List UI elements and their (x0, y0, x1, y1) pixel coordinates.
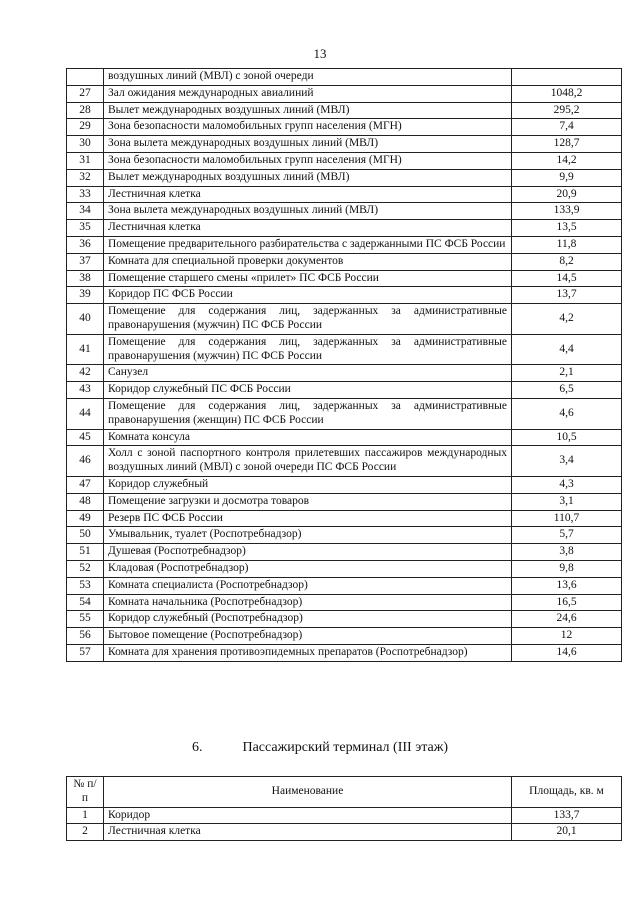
cell-num: 31 (67, 152, 104, 169)
cell-num: 1 (67, 807, 104, 824)
cell-num: 46 (67, 446, 104, 477)
cell-num: 39 (67, 287, 104, 304)
table-row (67, 236, 622, 253)
cell-name: Комната для специальной проверки документов (104, 253, 512, 270)
table-row (67, 824, 622, 841)
section-number: 6. (191, 740, 203, 755)
cell-name: Зона вылета международных воздушных линий (МВЛ) (104, 136, 512, 153)
cell-area: 24,6 (512, 611, 622, 628)
cell-area: 20,1 (512, 824, 622, 841)
cell-num: 41 (67, 334, 104, 365)
cell-name: Коридор (104, 807, 512, 824)
table-row (67, 560, 622, 577)
cell-area: 133,9 (512, 203, 622, 220)
cell-num: 42 (67, 365, 104, 382)
table-row (67, 446, 622, 477)
cell-name: Зона вылета международных воздушных линий (МВЛ) (104, 203, 512, 220)
cell-name: Помещение старшего смены «прилет» ПС ФСБ России (104, 270, 512, 287)
cell-name: Умывальник, туалет (Роспотребнадзор) (104, 527, 512, 544)
cell-name: Помещение для содержания лиц, задержанных за административные правонарушения (женщин) ПС ФСБ России (104, 398, 512, 429)
cell-name: Помещение предварительного разбирательства с задержанными ПС ФСБ России (104, 236, 512, 253)
table-row (67, 365, 622, 382)
cell-area: 14,2 (512, 152, 622, 169)
table-row (67, 152, 622, 169)
table-row (67, 304, 622, 335)
cell-name: Лестничная клетка (104, 220, 512, 237)
cell-num (67, 69, 104, 86)
table-row (67, 270, 622, 287)
cell-num: 47 (67, 476, 104, 493)
table-row (67, 169, 622, 186)
table-row (67, 287, 622, 304)
cell-area: 14,5 (512, 270, 622, 287)
cell-name: Вылет международных воздушных линий (МВЛ) (104, 169, 512, 186)
cell-name: Лестничная клетка (104, 186, 512, 203)
terminal-floor3-table (66, 776, 622, 841)
cell-name: Холл с зоной паспортного контроля прилетевших пассажиров международных воздушных линий (МВЛ) с зоной очереди ПС ФСБ России (104, 446, 512, 477)
table-row (67, 334, 622, 365)
table-row (67, 102, 622, 119)
cell-name: Комната специалиста (Роспотребнадзор) (104, 577, 512, 594)
table-row (67, 476, 622, 493)
rooms-table-body (67, 69, 622, 662)
cell-name: Помещение загрузки и досмотра товаров (104, 493, 512, 510)
table-row (67, 69, 622, 86)
cell-area: 4,2 (512, 304, 622, 335)
cell-num: 27 (67, 85, 104, 102)
section-title: Пассажирский терминал (III этаж) (242, 740, 449, 755)
table-row (67, 544, 622, 561)
table-row (67, 85, 622, 102)
cell-area: 5,7 (512, 527, 622, 544)
terminal-floor3-table-body (67, 807, 622, 841)
table-row (67, 594, 622, 611)
header-area: Площадь, кв. м (512, 777, 622, 808)
cell-name: Помещение для содержания лиц, задержанных за административные правонарушения (мужчин) ПС ФСБ России (104, 334, 512, 365)
cell-name: Вылет международных воздушных линий (МВЛ) (104, 102, 512, 119)
rooms-table-continued (66, 68, 622, 662)
cell-num: 37 (67, 253, 104, 270)
cell-area: 13,6 (512, 577, 622, 594)
cell-area: 110,7 (512, 510, 622, 527)
header-name: Наименование (104, 777, 512, 808)
cell-area: 6,5 (512, 382, 622, 399)
cell-name: Резерв ПС ФСБ России (104, 510, 512, 527)
table-row (67, 527, 622, 544)
cell-area: 10,5 (512, 429, 622, 446)
cell-num: 53 (67, 577, 104, 594)
cell-num: 57 (67, 644, 104, 661)
cell-name: Комната для хранения противоэпидемных препаратов (Роспотребнадзор) (104, 644, 512, 661)
cell-num: 38 (67, 270, 104, 287)
cell-num: 35 (67, 220, 104, 237)
cell-area: 2,1 (512, 365, 622, 382)
cell-area (512, 69, 622, 86)
cell-name: Зал ожидания международных авиалиний (104, 85, 512, 102)
cell-area: 133,7 (512, 807, 622, 824)
cell-area: 3,4 (512, 446, 622, 477)
table-row (67, 186, 622, 203)
cell-num: 55 (67, 611, 104, 628)
cell-name: Коридор служебный ПС ФСБ России (104, 382, 512, 399)
table-row (67, 493, 622, 510)
cell-area: 4,6 (512, 398, 622, 429)
cell-area: 295,2 (512, 102, 622, 119)
cell-area: 9,8 (512, 560, 622, 577)
cell-area: 4,3 (512, 476, 622, 493)
table-row (67, 136, 622, 153)
table-row (67, 382, 622, 399)
cell-num: 51 (67, 544, 104, 561)
cell-area: 1048,2 (512, 85, 622, 102)
table-row (67, 119, 622, 136)
cell-area: 3,1 (512, 493, 622, 510)
cell-name: Комната начальника (Роспотребнадзор) (104, 594, 512, 611)
cell-area: 8,2 (512, 253, 622, 270)
cell-num: 49 (67, 510, 104, 527)
cell-num: 29 (67, 119, 104, 136)
cell-num: 34 (67, 203, 104, 220)
cell-name: Комната консула (104, 429, 512, 446)
cell-area: 7,4 (512, 119, 622, 136)
cell-num: 56 (67, 628, 104, 645)
table-row (67, 253, 622, 270)
cell-name: Коридор служебный (Роспотребнадзор) (104, 611, 512, 628)
cell-name: Зона безопасности маломобильных групп населения (МГН) (104, 119, 512, 136)
cell-area: 4,4 (512, 334, 622, 365)
cell-name: Кладовая (Роспотребнадзор) (104, 560, 512, 577)
cell-name: Душевая (Роспотребнадзор) (104, 544, 512, 561)
cell-num: 36 (67, 236, 104, 253)
cell-num: 43 (67, 382, 104, 399)
table-row (67, 577, 622, 594)
cell-num: 45 (67, 429, 104, 446)
cell-name: Лестничная клетка (104, 824, 512, 841)
table-row (67, 611, 622, 628)
table-row (67, 398, 622, 429)
cell-num: 54 (67, 594, 104, 611)
cell-name: Санузел (104, 365, 512, 382)
table-row (67, 220, 622, 237)
table-header-row (67, 777, 622, 808)
cell-num: 30 (67, 136, 104, 153)
cell-area: 128,7 (512, 136, 622, 153)
cell-num: 28 (67, 102, 104, 119)
table-row (67, 644, 622, 661)
cell-num: 48 (67, 493, 104, 510)
cell-area: 16,5 (512, 594, 622, 611)
section-heading (0, 740, 640, 756)
cell-num: 32 (67, 169, 104, 186)
cell-name: Помещение для содержания лиц, задержанных за административные правонарушения (мужчин) ПС ФСБ России (104, 304, 512, 335)
cell-num: 2 (67, 824, 104, 841)
table-row (67, 203, 622, 220)
cell-name: Зона безопасности маломобильных групп населения (МГН) (104, 152, 512, 169)
cell-area: 14,6 (512, 644, 622, 661)
page-number: 13 (313, 46, 327, 61)
cell-area: 12 (512, 628, 622, 645)
cell-name: Коридор служебный (104, 476, 512, 493)
cell-num: 33 (67, 186, 104, 203)
header-num: № п/п (67, 777, 104, 808)
cell-area: 13,5 (512, 220, 622, 237)
cell-area: 13,7 (512, 287, 622, 304)
table-row (67, 510, 622, 527)
cell-num: 40 (67, 304, 104, 335)
cell-area: 20,9 (512, 186, 622, 203)
table-row (67, 807, 622, 824)
cell-num: 50 (67, 527, 104, 544)
cell-area: 11,8 (512, 236, 622, 253)
cell-name: Бытовое помещение (Роспотребнадзор) (104, 628, 512, 645)
table-row (67, 429, 622, 446)
cell-name: воздушных линий (МВЛ) с зоной очереди (104, 69, 512, 86)
cell-name: Коридор ПС ФСБ России (104, 287, 512, 304)
cell-area: 9,9 (512, 169, 622, 186)
cell-num: 44 (67, 398, 104, 429)
cell-num: 52 (67, 560, 104, 577)
cell-area: 3,8 (512, 544, 622, 561)
table-row (67, 628, 622, 645)
